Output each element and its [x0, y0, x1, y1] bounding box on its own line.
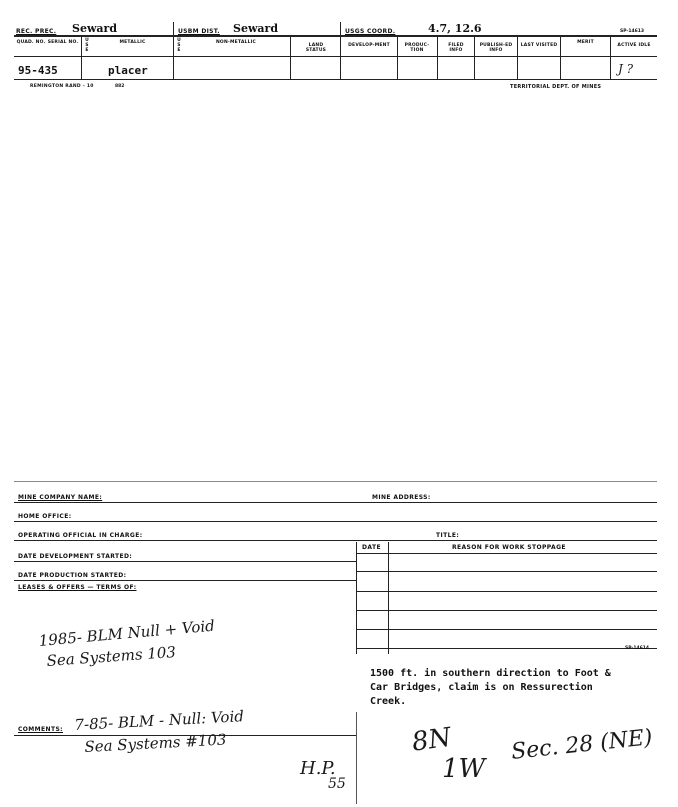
form-top-rule	[14, 481, 657, 482]
col-merit: MERIT	[577, 40, 594, 45]
township-mark: 8N	[410, 722, 454, 758]
mine-address-label: MINE ADDRESS:	[372, 494, 431, 501]
col-production: PRODUC-TION	[404, 43, 430, 53]
mine-company-name-label: MINE COMPANY NAME:	[18, 494, 103, 501]
section-mark: Sec. 28 (NE)	[510, 725, 654, 765]
header-bottom-rule	[14, 79, 657, 80]
form-code: SP-14613	[620, 29, 644, 34]
table-row-rule	[356, 629, 657, 630]
table-row-rule	[356, 591, 657, 592]
col-metallic: METALLIC	[119, 40, 146, 45]
col-quad-no: QUAD. NO.	[16, 40, 46, 45]
col-divider	[437, 36, 438, 79]
col-divider	[173, 22, 174, 79]
usbm-dist-value: Seward	[233, 22, 279, 35]
rule-company	[14, 502, 657, 503]
rule-development	[14, 561, 356, 562]
col-divider	[560, 36, 561, 79]
col-serial-no: SERIAL NO.	[47, 40, 79, 45]
rule-home-office	[14, 521, 657, 522]
form-code-2: SP-14614	[625, 646, 649, 651]
col-use-nonmetal: U S E	[177, 38, 181, 53]
table-row-rule	[356, 553, 657, 554]
col-divider	[340, 22, 341, 79]
table-row-rule	[356, 571, 657, 572]
col-development: DEVELOP-MENT	[348, 43, 390, 48]
usbm-dist-label: USBM DIST.	[178, 28, 220, 35]
col-last-visited: LAST VISITED	[520, 43, 558, 48]
col-divider	[81, 36, 82, 79]
table-left-edge	[356, 542, 357, 654]
operating-official-label: OPERATING OFFICIAL IN CHARGE:	[18, 532, 143, 539]
printer-code: 882	[115, 84, 125, 89]
rule-production	[14, 580, 356, 581]
comments-divider	[356, 712, 357, 804]
hp-mark: H.P.	[300, 758, 336, 779]
usgs-coord-value: 4.7, 12.6	[428, 22, 482, 35]
col-use-metal: U S E	[85, 38, 89, 53]
date-col-header: DATE	[362, 544, 381, 551]
home-office-label: HOME OFFICE:	[18, 513, 72, 520]
col-land-status: LAND STATUS	[305, 43, 327, 53]
col-published-info: PUBLISH-ED INFO	[479, 43, 513, 53]
date-development-label: DATE DEVELOPMENT STARTED:	[18, 553, 133, 560]
printer-label: REMINGTON RAND - 10	[30, 84, 94, 89]
col-divider	[397, 36, 398, 79]
leases-handwriting-2: Sea Systems 103	[46, 642, 177, 670]
record-metallic: placer	[108, 64, 148, 77]
col-divider	[474, 36, 475, 79]
rec-prec-value: Seward	[72, 22, 118, 35]
col-active-idle: ACTIVE IDLE	[617, 43, 651, 48]
department-label: TERRITORIAL DEPT. OF MINES	[510, 84, 602, 90]
comments-handwriting-2: Sea Systems #103	[84, 730, 227, 756]
usgs-coord-label: USGS COORD.	[345, 28, 396, 35]
range-mark: 1W	[442, 754, 486, 784]
typed-note-line-1: 1500 ft. in southern direction to Foot &	[370, 668, 611, 679]
title-label: TITLE:	[436, 532, 460, 539]
typed-note-line-2: Car Bridges, claim is on Ressurection	[370, 682, 593, 693]
col-non-metallic: NON-METALLIC	[215, 40, 257, 45]
hp-number: 55	[328, 776, 346, 792]
col-divider	[610, 36, 611, 79]
table-row-rule	[356, 610, 657, 611]
col-divider	[290, 36, 291, 79]
comments-handwriting-1: 7-85- BLM - Null: Void	[74, 707, 245, 734]
table-date-divider	[388, 542, 389, 654]
table-row-rule	[356, 648, 657, 649]
record-active-idle-mark: J ?	[618, 62, 634, 76]
leases-offers-label: LEASES & OFFERS — TERMS OF:	[18, 584, 137, 591]
rec-prec-label: REC. PREC.	[16, 28, 57, 35]
reason-col-header: REASON FOR WORK STOPPAGE	[452, 544, 566, 551]
date-production-label: DATE PRODUCTION STARTED:	[18, 572, 127, 579]
comments-label: COMMENTS:	[18, 726, 63, 733]
leases-handwriting-1: 1985- BLM Null + Void	[38, 616, 216, 650]
typed-note-line-3: Creek.	[370, 696, 407, 707]
col-divider	[517, 36, 518, 79]
col-filed-info: FILED INFO	[448, 43, 464, 53]
record-quad-serial: 95-435	[18, 64, 58, 77]
rule-official	[14, 540, 657, 541]
